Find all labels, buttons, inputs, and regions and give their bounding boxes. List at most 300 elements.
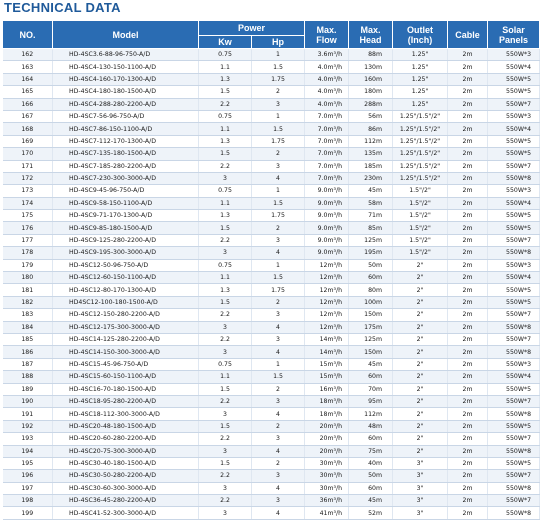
table-row (3, 247, 540, 259)
cell-cable: 2m (448, 482, 488, 494)
cell-max-flow: 36m³/h (305, 495, 349, 507)
table-row (3, 309, 540, 321)
cell-model: HD-4SC7-86-150-1100-A/D (53, 123, 199, 135)
cell-solar-panels: 550W*5 (488, 457, 540, 469)
table-row (3, 383, 540, 395)
cell-max-flow: 18m³/h (305, 408, 349, 420)
cell-solar-panels: 550W*4 (488, 123, 540, 135)
cell-outlet: 2" (393, 408, 448, 420)
cell-outlet: 1.25" (393, 73, 448, 85)
cell-outlet: 1.25"/1.5"/2" (393, 110, 448, 122)
cell-model: HD-4SC20-48-180-1500-A/D (53, 420, 199, 432)
cell-cable: 2m (448, 49, 488, 61)
cell-max-flow: 12m³/h (305, 272, 349, 284)
cell-kw: 3 (199, 346, 252, 358)
cell-max-flow: 15m³/h (305, 358, 349, 370)
cell-no: 175 (3, 210, 53, 222)
cell-outlet: 1.5"/2" (393, 234, 448, 246)
cell-cable: 2m (448, 284, 488, 296)
cell-cable: 2m (448, 470, 488, 482)
cell-no: 183 (3, 309, 53, 321)
cell-model: HD-4SC30-40-180-1500-A/D (53, 457, 199, 469)
table-row (3, 73, 540, 85)
cell-model: HD-4SC7-185-280-2200-A/D (53, 160, 199, 172)
cell-hp: 1.75 (252, 73, 305, 85)
table-row (3, 135, 540, 147)
cell-kw: 3 (199, 321, 252, 333)
cell-no: 199 (3, 507, 53, 519)
cell-max-head: 150m (349, 346, 393, 358)
cell-max-head: 48m (349, 420, 393, 432)
cell-kw: 2.2 (199, 98, 252, 110)
cell-outlet: 1.5"/2" (393, 247, 448, 259)
cell-solar-panels: 550W*3 (488, 110, 540, 122)
cell-no: 191 (3, 408, 53, 420)
cell-max-flow: 16m³/h (305, 383, 349, 395)
cell-outlet: 3" (393, 495, 448, 507)
cell-hp: 1 (252, 110, 305, 122)
cell-solar-panels: 550W*3 (488, 259, 540, 271)
cell-no: 189 (3, 383, 53, 395)
cell-outlet: 2" (393, 433, 448, 445)
cell-model: HD-4SC12-60-150-1100-A/D (53, 272, 199, 284)
cell-solar-panels: 550W*8 (488, 247, 540, 259)
cell-kw: 1.5 (199, 457, 252, 469)
cell-max-flow: 9.0m³/h (305, 210, 349, 222)
cell-cable: 2m (448, 247, 488, 259)
cell-solar-panels: 550W*8 (488, 482, 540, 494)
cell-max-flow: 9.0m³/h (305, 222, 349, 234)
cell-cable: 2m (448, 185, 488, 197)
header-solar-panels: Solar Panels (488, 21, 540, 49)
cell-no: 193 (3, 433, 53, 445)
table-row (3, 272, 540, 284)
table-row (3, 457, 540, 469)
cell-hp: 3 (252, 470, 305, 482)
cell-outlet: 1.25"/1.5"/2" (393, 148, 448, 160)
cell-max-flow: 20m³/h (305, 420, 349, 432)
cell-model: HD-4SC16-70-180-1500-A/D (53, 383, 199, 395)
cell-model: HD-4SC36-45-280-2200-A/D (53, 495, 199, 507)
cell-cable: 2m (448, 172, 488, 184)
cell-cable: 2m (448, 98, 488, 110)
cell-kw: 1.1 (199, 61, 252, 73)
cell-no: 184 (3, 321, 53, 333)
cell-cable: 2m (448, 259, 488, 271)
cell-max-head: 288m (349, 98, 393, 110)
cell-kw: 3 (199, 247, 252, 259)
cell-max-flow: 12m³/h (305, 284, 349, 296)
table-row (3, 358, 540, 370)
cell-kw: 3 (199, 445, 252, 457)
cell-solar-panels: 550W*8 (488, 321, 540, 333)
cell-max-flow: 20m³/h (305, 445, 349, 457)
cell-model: HD-4SC15-45-96-750-A/D (53, 358, 199, 370)
table-row (3, 420, 540, 432)
cell-no: 186 (3, 346, 53, 358)
cell-cable: 2m (448, 420, 488, 432)
cell-no: 192 (3, 420, 53, 432)
cell-cable: 2m (448, 358, 488, 370)
cell-solar-panels: 550W*5 (488, 86, 540, 98)
cell-max-flow: 30m³/h (305, 457, 349, 469)
cell-max-flow: 30m³/h (305, 470, 349, 482)
cell-model: HD-4SC15-60-150-1100-A/D (53, 371, 199, 383)
cell-no: 190 (3, 395, 53, 407)
cell-hp: 4 (252, 482, 305, 494)
cell-no: 187 (3, 358, 53, 370)
table-row (3, 160, 540, 172)
cell-kw: 1.5 (199, 222, 252, 234)
cell-kw: 1.5 (199, 86, 252, 98)
cell-outlet: 1.25" (393, 49, 448, 61)
cell-outlet: 1.25"/1.5"/2" (393, 123, 448, 135)
cell-model: HD-4SC9-195-300-3000-A/D (53, 247, 199, 259)
cell-max-head: 125m (349, 333, 393, 345)
cell-cable: 2m (448, 135, 488, 147)
cell-cable: 2m (448, 222, 488, 234)
cell-max-head: 52m (349, 507, 393, 519)
header-kw: Kw (199, 36, 252, 49)
cell-cable: 2m (448, 445, 488, 457)
cell-cable: 2m (448, 61, 488, 73)
header-outlet: Outlet (Inch) (393, 21, 448, 49)
header-hp: Hp (252, 36, 305, 49)
cell-hp: 3 (252, 98, 305, 110)
cell-model: HD-4SC7-112-170-1300-A/D (53, 135, 199, 147)
cell-max-head: 130m (349, 61, 393, 73)
cell-solar-panels: 550W*5 (488, 73, 540, 85)
cell-solar-panels: 550W*7 (488, 160, 540, 172)
cell-hp: 1.5 (252, 123, 305, 135)
cell-max-flow: 9.0m³/h (305, 234, 349, 246)
cell-cable: 2m (448, 507, 488, 519)
cell-max-head: 80m (349, 284, 393, 296)
cell-max-head: 88m (349, 49, 393, 61)
cell-model: HD-4SC9-125-280-2200-A/D (53, 234, 199, 246)
cell-hp: 3 (252, 333, 305, 345)
cell-cable: 2m (448, 296, 488, 308)
cell-no: 180 (3, 272, 53, 284)
cell-max-flow: 41m³/h (305, 507, 349, 519)
cell-cable: 2m (448, 234, 488, 246)
cell-max-head: 58m (349, 197, 393, 209)
cell-no: 185 (3, 333, 53, 345)
cell-no: 168 (3, 123, 53, 135)
cell-no: 170 (3, 148, 53, 160)
cell-model: HD-4SC9-45-96-750-A/D (53, 185, 199, 197)
cell-kw: 3 (199, 482, 252, 494)
cell-no: 172 (3, 172, 53, 184)
cell-max-head: 160m (349, 73, 393, 85)
cell-kw: 1.1 (199, 371, 252, 383)
cell-kw: 1.1 (199, 197, 252, 209)
cell-max-head: 60m (349, 371, 393, 383)
cell-outlet: 1.5"/2" (393, 185, 448, 197)
cell-solar-panels: 550W*5 (488, 284, 540, 296)
cell-cable: 2m (448, 433, 488, 445)
table-row (3, 296, 540, 308)
cell-outlet: 1.5"/2" (393, 210, 448, 222)
cell-max-flow: 7.0m³/h (305, 172, 349, 184)
cell-hp: 1.5 (252, 197, 305, 209)
cell-outlet: 3" (393, 457, 448, 469)
cell-outlet: 2" (393, 309, 448, 321)
table-row (3, 408, 540, 420)
cell-max-head: 60m (349, 482, 393, 494)
cell-hp: 3 (252, 234, 305, 246)
cell-model: HD-4SC14-150-300-3000-A/D (53, 346, 199, 358)
cell-model: HD-4SC4-130-150-1100-A/D (53, 61, 199, 73)
cell-outlet: 2" (393, 272, 448, 284)
cell-max-flow: 18m³/h (305, 395, 349, 407)
cell-max-head: 45m (349, 495, 393, 507)
table-row (3, 222, 540, 234)
cell-hp: 1 (252, 49, 305, 61)
table-body (3, 49, 540, 520)
cell-max-flow: 4.0m³/h (305, 73, 349, 85)
cell-max-head: 71m (349, 210, 393, 222)
cell-solar-panels: 550W*4 (488, 61, 540, 73)
cell-model: HD-4SC20-60-280-2200-A/D (53, 433, 199, 445)
cell-kw: 1.5 (199, 420, 252, 432)
cell-hp: 4 (252, 346, 305, 358)
table-row (3, 482, 540, 494)
cell-max-flow: 20m³/h (305, 433, 349, 445)
cell-max-flow: 12m³/h (305, 321, 349, 333)
cell-cable: 2m (448, 408, 488, 420)
cell-kw: 1.1 (199, 272, 252, 284)
cell-max-head: 185m (349, 160, 393, 172)
cell-max-head: 195m (349, 247, 393, 259)
cell-outlet: 2" (393, 333, 448, 345)
table-row (3, 110, 540, 122)
cell-hp: 2 (252, 86, 305, 98)
table-row (3, 148, 540, 160)
cell-outlet: 2" (393, 284, 448, 296)
cell-max-head: 45m (349, 358, 393, 370)
cell-cable: 2m (448, 395, 488, 407)
cell-model: HD-4SC7-56-96-750-A/D (53, 110, 199, 122)
header-power: Power (199, 21, 305, 36)
cell-max-flow: 12m³/h (305, 259, 349, 271)
cell-no: 169 (3, 135, 53, 147)
cell-kw: 0.75 (199, 259, 252, 271)
table-row (3, 259, 540, 271)
cell-no: 182 (3, 296, 53, 308)
cell-outlet: 2" (393, 259, 448, 271)
cell-solar-panels: 550W*7 (488, 495, 540, 507)
cell-outlet: 2" (393, 445, 448, 457)
cell-no: 163 (3, 61, 53, 73)
cell-max-head: 180m (349, 86, 393, 98)
cell-cable: 2m (448, 160, 488, 172)
cell-max-head: 95m (349, 395, 393, 407)
cell-model: HD-4SC4-288-280-2200-A/D (53, 98, 199, 110)
cell-outlet: 2" (393, 395, 448, 407)
cell-max-flow: 4.0m³/h (305, 98, 349, 110)
cell-max-flow: 9.0m³/h (305, 197, 349, 209)
cell-cable: 2m (448, 333, 488, 345)
cell-outlet: 2" (393, 371, 448, 383)
cell-outlet: 2" (393, 296, 448, 308)
cell-no: 179 (3, 259, 53, 271)
cell-max-head: 230m (349, 172, 393, 184)
cell-no: 194 (3, 445, 53, 457)
cell-outlet: 1.25" (393, 86, 448, 98)
cell-solar-panels: 550W*7 (488, 309, 540, 321)
technical-data-table (2, 20, 540, 520)
cell-kw: 1.1 (199, 123, 252, 135)
cell-no: 178 (3, 247, 53, 259)
cell-kw: 2.2 (199, 470, 252, 482)
cell-no: 196 (3, 470, 53, 482)
cell-solar-panels: 550W*4 (488, 197, 540, 209)
header-model: Model (53, 21, 199, 49)
header-max-flow: Max. Flow (305, 21, 349, 49)
table-row (3, 507, 540, 519)
cell-hp: 3 (252, 495, 305, 507)
cell-outlet: 1.5"/2" (393, 197, 448, 209)
table-row (3, 433, 540, 445)
cell-model: HD-4SC12-80-170-1300-A/D (53, 284, 199, 296)
cell-max-flow: 7.0m³/h (305, 135, 349, 147)
cell-cable: 2m (448, 148, 488, 160)
cell-model: HD-4SC14-125-280-2200-A/D (53, 333, 199, 345)
cell-kw: 1.5 (199, 383, 252, 395)
cell-cable: 2m (448, 321, 488, 333)
cell-solar-panels: 550W*8 (488, 445, 540, 457)
cell-kw: 1.3 (199, 284, 252, 296)
cell-solar-panels: 550W*3 (488, 49, 540, 61)
cell-hp: 3 (252, 160, 305, 172)
cell-hp: 2 (252, 222, 305, 234)
cell-kw: 0.75 (199, 110, 252, 122)
cell-hp: 2 (252, 296, 305, 308)
cell-outlet: 1.25" (393, 61, 448, 73)
cell-no: 165 (3, 86, 53, 98)
cell-kw: 0.75 (199, 358, 252, 370)
cell-outlet: 3" (393, 507, 448, 519)
cell-model: HD-4SC20-75-300-3000-A/D (53, 445, 199, 457)
cell-max-head: 112m (349, 135, 393, 147)
header-cable: Cable (448, 21, 488, 49)
cell-no: 164 (3, 73, 53, 85)
cell-model: HD-4SC7-230-300-3000-A/D (53, 172, 199, 184)
cell-hp: 2 (252, 383, 305, 395)
cell-solar-panels: 550W*5 (488, 383, 540, 395)
table-row (3, 49, 540, 61)
table-row (3, 321, 540, 333)
cell-kw: 2.2 (199, 495, 252, 507)
cell-cable: 2m (448, 110, 488, 122)
cell-no: 173 (3, 185, 53, 197)
cell-max-flow: 12m³/h (305, 296, 349, 308)
cell-kw: 2.2 (199, 309, 252, 321)
cell-max-head: 75m (349, 445, 393, 457)
cell-model: HD-4SC41-52-300-3000-A/D (53, 507, 199, 519)
cell-solar-panels: 550W*7 (488, 395, 540, 407)
cell-kw: 3 (199, 507, 252, 519)
cell-kw: 1.5 (199, 296, 252, 308)
cell-no: 174 (3, 197, 53, 209)
cell-model: HD-4SC12-150-280-2200-A/D (53, 309, 199, 321)
cell-max-flow: 4.0m³/h (305, 86, 349, 98)
page-title: TECHNICAL DATA (4, 0, 121, 15)
cell-hp: 1.5 (252, 61, 305, 73)
cell-hp: 1.75 (252, 135, 305, 147)
cell-kw: 1.3 (199, 210, 252, 222)
cell-model: HD-4SC12-50-96-750-A/D (53, 259, 199, 271)
table-row (3, 445, 540, 457)
cell-kw: 2.2 (199, 395, 252, 407)
cell-solar-panels: 550W*7 (488, 234, 540, 246)
cell-no: 171 (3, 160, 53, 172)
cell-outlet: 2" (393, 358, 448, 370)
cell-hp: 4 (252, 247, 305, 259)
cell-solar-panels: 550W*8 (488, 172, 540, 184)
cell-solar-panels: 550W*4 (488, 371, 540, 383)
cell-cable: 2m (448, 457, 488, 469)
cell-hp: 1.75 (252, 210, 305, 222)
cell-cable: 2m (448, 309, 488, 321)
cell-solar-panels: 550W*8 (488, 408, 540, 420)
cell-max-flow: 9.0m³/h (305, 185, 349, 197)
cell-hp: 1.5 (252, 371, 305, 383)
cell-max-head: 70m (349, 383, 393, 395)
cell-max-head: 135m (349, 148, 393, 160)
cell-solar-panels: 550W*5 (488, 420, 540, 432)
cell-max-head: 175m (349, 321, 393, 333)
cell-hp: 2 (252, 420, 305, 432)
cell-no: 167 (3, 110, 53, 122)
cell-outlet: 1.25" (393, 98, 448, 110)
cell-no: 177 (3, 234, 53, 246)
cell-max-head: 45m (349, 185, 393, 197)
cell-cable: 2m (448, 383, 488, 395)
cell-model: HD-4SC18-95-280-2200-A/D (53, 395, 199, 407)
cell-max-flow: 3.6m³/h (305, 49, 349, 61)
cell-outlet: 2" (393, 321, 448, 333)
table-row (3, 284, 540, 296)
cell-max-head: 60m (349, 272, 393, 284)
cell-model: HD-4SC9-85-180-1500-A/D (53, 222, 199, 234)
cell-max-head: 85m (349, 222, 393, 234)
table-row (3, 395, 540, 407)
cell-cable: 2m (448, 197, 488, 209)
cell-max-head: 125m (349, 234, 393, 246)
cell-hp: 3 (252, 395, 305, 407)
cell-max-head: 150m (349, 309, 393, 321)
cell-hp: 2 (252, 457, 305, 469)
cell-max-flow: 7.0m³/h (305, 160, 349, 172)
cell-hp: 1 (252, 358, 305, 370)
cell-model: HD-4SC12-175-300-3000-A/D (53, 321, 199, 333)
cell-max-flow: 12m³/h (305, 309, 349, 321)
table-row (3, 371, 540, 383)
cell-model: HD-4SC7-135-180-1500-A/D (53, 148, 199, 160)
cell-hp: 1 (252, 185, 305, 197)
table-row (3, 210, 540, 222)
cell-solar-panels: 550W*7 (488, 333, 540, 345)
cell-kw: 2.2 (199, 333, 252, 345)
cell-hp: 4 (252, 445, 305, 457)
table-row (3, 234, 540, 246)
header-max-head: Max. Head (349, 21, 393, 49)
table-row (3, 333, 540, 345)
cell-hp: 1.5 (252, 272, 305, 284)
cell-max-head: 112m (349, 408, 393, 420)
